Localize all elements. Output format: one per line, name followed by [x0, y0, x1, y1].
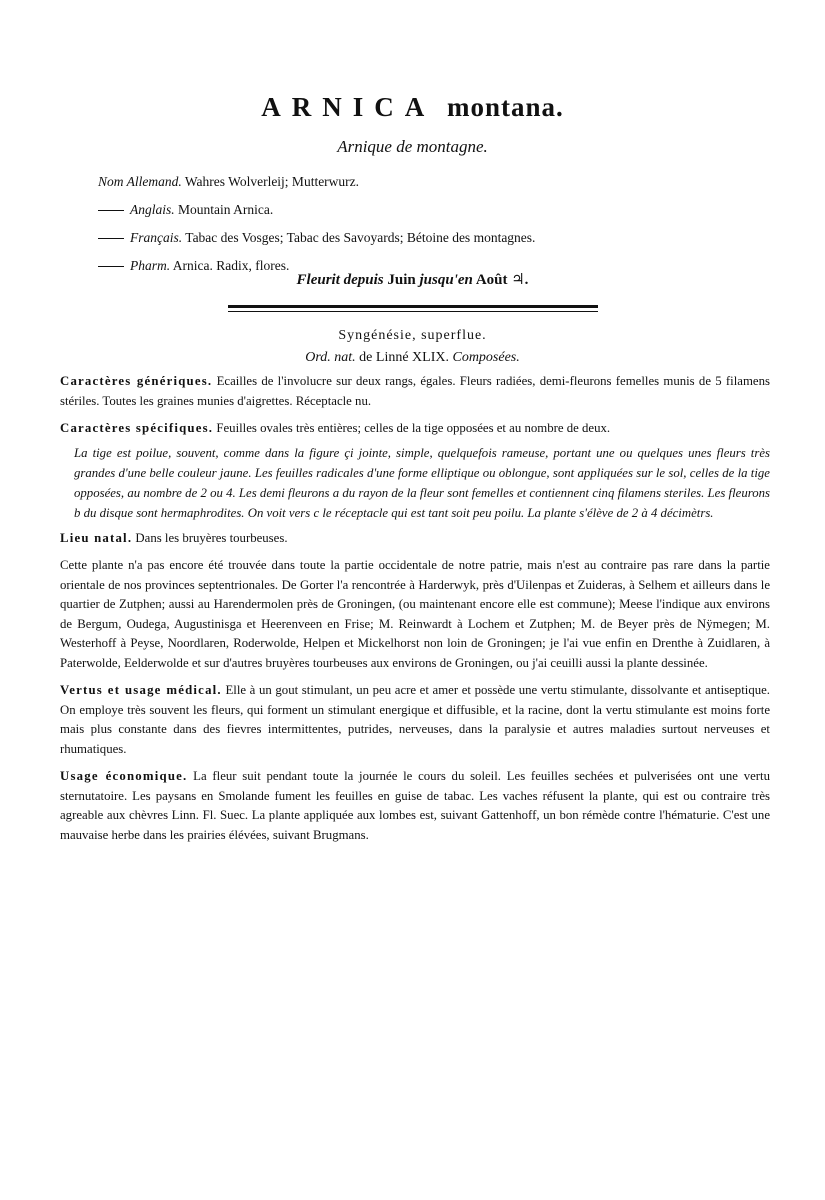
- title-species: montana.: [446, 92, 564, 122]
- spacer: [60, 548, 770, 556]
- section-text: Ecailles de l'involucre sur deux rangs, égales. Fleurs radiées, demi-fleurons femelles munis de 5 filamens stériles. Toutes les graines munies d'aigrettes. Réceptacle nu.: [60, 374, 770, 408]
- distribution: Cette plante n'a pas encore été trouvée dans toute la partie occidentale de notre patrie, mais n'est au contraire pas rare dans la partie orientale de nos provinces septentrionales. De Gorter l'a rencontrée à Harderwyk, près d'Uilenpas et Zuideras, à Selhem et ailleurs dans le quartier de Zutphen; aussi au Harendermolen près de Groningen, (ou maintenant encore elle est commune); Meese l'indique aux environs de Bergum, Oudega, Augustinisga et Heerenveen en Frise; M. Reinwardt à Lochem et Zutphen; M. de Beyer près de Nÿmegen; M. Westerhoff à Peyse, Noordlaren, Roderwolde, Helpen et Mickelhorst non loin de Groningen; je l'ai vue enfin en Drenthe à Zuidlaren, à Paterwolde, Eelderwolde et sur d'autres bruyères tourbeuses aux environs de Groningen, ou j'ai ceuilli aussi la plante dessinée.: [60, 558, 770, 670]
- name-row-english: [98, 196, 698, 224]
- divider-thick: [228, 305, 598, 308]
- plant-description: La tige est poilue, souvent, comme dans la figure çi jointe, simple, quelquefois rameuse, portant une ou quelques unes fleurs très grandes d'une belle couleur jaune. Les feuilles radicales d'une forme elliptique ou oblongue, sont appliquées sur le sol, celles de la tige opposées, au nombre de 2 ou 4. Les demi fleurons a du rayon de la fleur sont femelles et contiennent cinq filamens steriles. Les fleurons b du disque sont hermaphrodites. On voit vers c le réceptacle qui est tant soit peu poilu. La plante s'élève de 2 à 4 décimètrs.: [74, 445, 770, 520]
- medical-use: [60, 681, 770, 759]
- section-heading: Vertus et usage médical.: [60, 683, 222, 697]
- specific-characters: [60, 419, 770, 439]
- flowering-to: Août ♃.: [475, 272, 529, 288]
- spacer: [60, 759, 770, 767]
- name-label: Pharm.: [130, 258, 171, 273]
- name-row-german: [98, 168, 698, 196]
- name-value: Arnica. Radix, flores.: [172, 258, 290, 273]
- habitat: [60, 529, 770, 549]
- order-suffix: Composées.: [452, 350, 520, 365]
- name-value: Mountain Arnica.: [178, 202, 274, 217]
- name-value: Tabac des Vosges; Tabac des Savoyards; Bétoine des montagnes.: [185, 230, 536, 245]
- natural-order: [0, 350, 825, 366]
- page-subtitle: Arnique de montagne.: [337, 137, 488, 156]
- page-title: [0, 92, 825, 123]
- ditto-dash: [98, 266, 124, 267]
- name-label: Anglais.: [130, 202, 175, 217]
- generic-characters: [60, 372, 770, 411]
- name-value: Wahres Wolverleij; Mutterwurz.: [184, 174, 360, 189]
- ditto-dash: [98, 238, 124, 239]
- common-names: [98, 168, 698, 280]
- name-label: Nom Allemand.: [98, 174, 182, 189]
- section-text: La fleur suit pendant toute la journée le cours du soleil. Les feuilles sechées et pulverisées ont une vertu sternutatoire. Les paysans en Smolande fument les feuilles en guise de tabac. Les vaches réfusent la plante, qui est ou contraire très agreable aux chèvres Linn. Fl. Suec. La plante appliquée aux lombes est, suivant Gattenhoff, un bon rémède contre l'hématurie. C'est une mauvaise herbe dans les prairies élévées, suivant Brugmans.: [60, 769, 770, 842]
- flowering-mid: jusqu'en: [419, 272, 473, 288]
- name-row-french: [98, 224, 698, 252]
- flowering-prefix: Fleurit depuis: [296, 272, 384, 288]
- spacer: [60, 411, 770, 419]
- order-text: de Linné XLIX.: [359, 350, 449, 365]
- economic-use: [60, 767, 770, 845]
- flowering-period: [0, 270, 825, 289]
- title-genus: ARNICA: [261, 92, 436, 122]
- flowering-from: Juin: [387, 272, 416, 288]
- section-text: Elle à un gout stimulant, un peu acre et amer et possède une vertu stimulante, dissolvante et antiseptique. On employe très souvent les fleurs, qui forment un stimulant energique et diffusible, et la racine, dont la vertu stimulante est moins forte mais plus constante dans des fievres intermittentes, putrides, nerveuses, dans la paralysie et autres maladies surtout nerveuses et rhumatiques.: [60, 683, 770, 756]
- section-heading: Caractères génériques.: [60, 374, 213, 388]
- spacer: [60, 673, 770, 681]
- divider-thin: [228, 311, 598, 312]
- order-prefix: Ord. nat.: [305, 350, 356, 365]
- section-heading: Lieu natal.: [60, 530, 133, 545]
- section-text: Dans les bruyères tourbeuses.: [135, 530, 288, 545]
- section-text: Feuilles ovales très entières; celles de la tige opposées et au nombre de deux.: [216, 421, 611, 435]
- section-heading: Caractères spécifiques.: [60, 421, 214, 435]
- ditto-dash: [98, 210, 124, 211]
- linnaean-class: Syngénésie, superflue.: [338, 328, 487, 343]
- section-heading: Usage économique.: [60, 769, 188, 783]
- main-text: [60, 372, 770, 845]
- name-label: Français.: [130, 230, 183, 245]
